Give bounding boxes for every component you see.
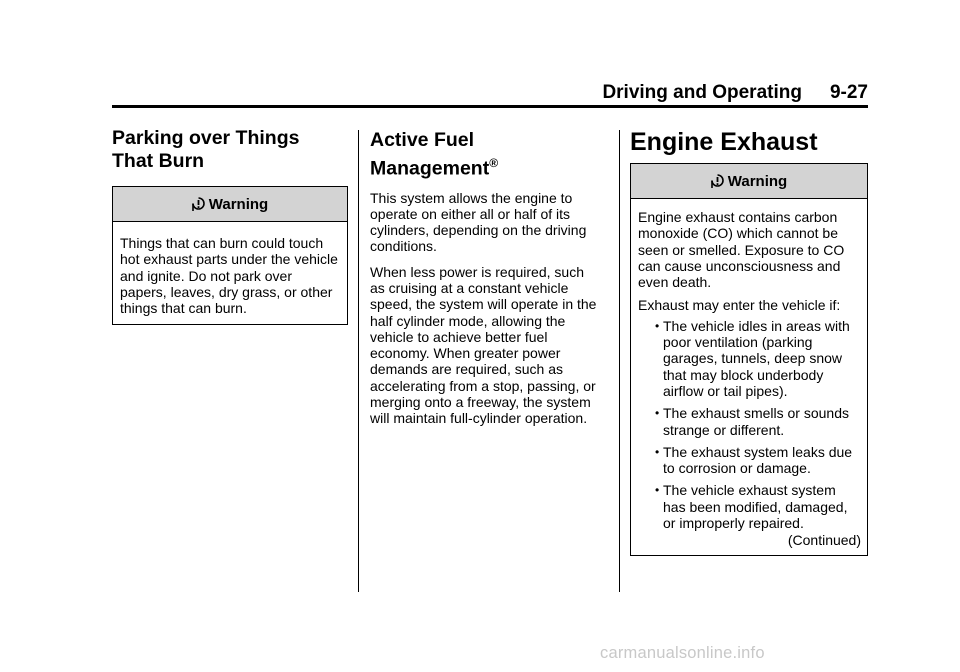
heading-line-1: Parking over Things bbox=[112, 127, 300, 149]
warning-label: Warning bbox=[208, 195, 269, 213]
list-item-text: The exhaust system leaks due to corrosion or damage. bbox=[663, 443, 853, 477]
warning-icon bbox=[192, 197, 205, 212]
section-title: Driving and Operating bbox=[602, 82, 802, 103]
warning-header bbox=[113, 187, 347, 222]
exhaust-bullet-list bbox=[638, 318, 861, 532]
list-item bbox=[655, 443, 861, 477]
page-header bbox=[112, 80, 868, 104]
heading-line-2: That Burn bbox=[112, 150, 205, 172]
header-rule bbox=[112, 105, 868, 108]
section-heading-exhaust: Engine Exhaust bbox=[630, 128, 818, 156]
warning-text: Things that can burn could touch hot exhaust parts under the vehicle and ignite. Do not park over papers, leaves, dry grass, or other things that can burn. bbox=[120, 235, 338, 317]
warning-header bbox=[631, 164, 867, 199]
watermark: carmanualsonline.info bbox=[600, 644, 765, 662]
bullet-icon: • bbox=[655, 318, 660, 333]
warning-text-1: Engine exhaust contains carbon monoxide (CO) which cannot be seen or smelled. Exposure to CO can cause unconsciousness and even death. bbox=[638, 209, 845, 291]
bullet-icon: • bbox=[655, 483, 660, 498]
page-number: 9-27 bbox=[829, 82, 868, 103]
warning-label: Warning bbox=[727, 172, 788, 190]
section-heading-parking bbox=[112, 127, 348, 173]
warning-box-parking bbox=[112, 186, 348, 325]
afm-paragraph-1: This system allows the engine to operate on either all or half of its cylinders, depending on the driving conditions. bbox=[370, 189, 587, 255]
column-parking bbox=[112, 127, 348, 325]
afm-paragraph-2: When less power is required, such as cruising at a constant vehicle speed, the system will operate in the half cylinder mode, allowing the vehicle to achieve better fuel economy. When greater power demands are required, such as accelerating from a stop, passing, or merging onto a freeway, the system will maintain full-cylinder operation. bbox=[370, 263, 597, 427]
heading-text: Active Fuel Management bbox=[370, 129, 490, 180]
bullet-icon: • bbox=[655, 444, 660, 459]
column-afm bbox=[370, 127, 602, 427]
warning-text-2: Exhaust may enter the vehicle if: bbox=[638, 297, 841, 314]
column-exhaust bbox=[630, 127, 868, 556]
list-item bbox=[655, 405, 861, 438]
list-item-text: The vehicle idles in areas with poor ventilation (parking garages, tunnels, deep snow that may block underbody airflow or tail pipes). bbox=[663, 317, 850, 399]
continued-note: (Continued) bbox=[787, 532, 861, 549]
warning-body bbox=[113, 222, 347, 324]
section-heading-afm bbox=[370, 129, 602, 181]
warning-box-exhaust bbox=[630, 163, 868, 556]
warning-icon bbox=[711, 174, 724, 189]
list-item bbox=[655, 482, 861, 532]
column-divider-2 bbox=[619, 130, 620, 592]
list-item bbox=[655, 317, 861, 399]
list-item-text: The vehicle exhaust system has been modified, damaged, or improperly repaired. bbox=[663, 482, 848, 532]
column-divider-1 bbox=[358, 130, 359, 592]
registered-mark: ® bbox=[489, 156, 499, 170]
list-item-text: The exhaust smells or sounds strange or different. bbox=[663, 405, 849, 438]
bullet-icon: • bbox=[655, 406, 660, 421]
warning-body bbox=[631, 199, 867, 555]
